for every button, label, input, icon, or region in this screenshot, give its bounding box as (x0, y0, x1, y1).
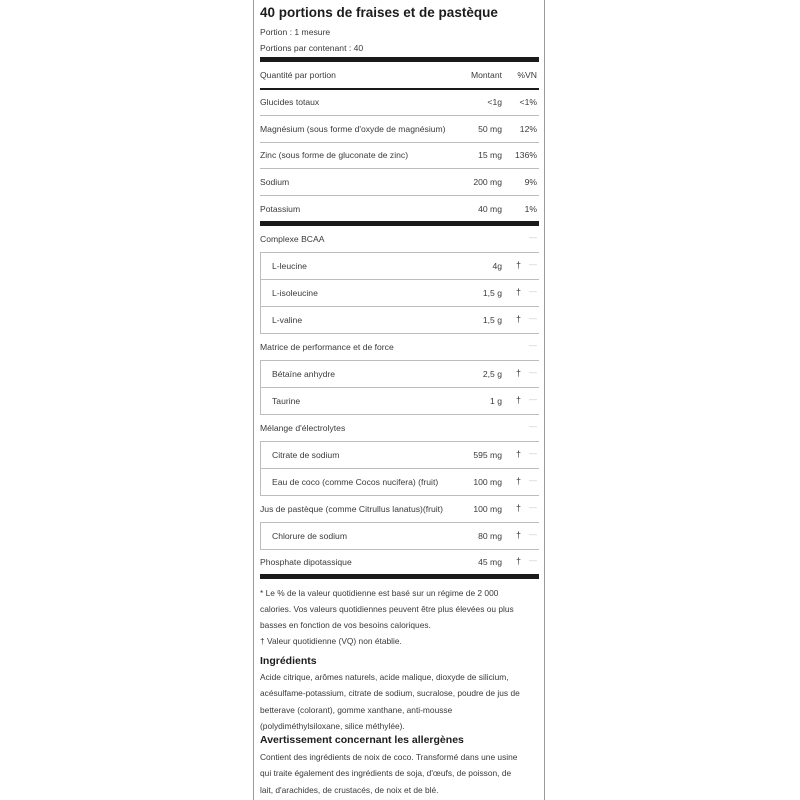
nutrient-amount: <1g (487, 97, 502, 107)
nutrient-dv: 1% (524, 204, 537, 214)
nutrient-name: Potassium (260, 204, 301, 214)
dash-mark: — (529, 503, 537, 512)
table-row (260, 280, 539, 307)
nutrient-amount: 15 mg (478, 150, 502, 160)
dagger-mark: † (515, 287, 521, 297)
ingredients-line: betterave (colorant), gomme xanthane, anti-mousse (260, 704, 453, 715)
nutrition-facts-panel (253, 0, 545, 800)
dash-mark: — (529, 395, 537, 404)
ingredient-name: L-valine (272, 315, 303, 325)
table-row (260, 253, 539, 280)
dash-mark: — (529, 287, 537, 296)
nutrient-name: Magnésium (sous forme d'oxyde de magnésium) (260, 124, 446, 134)
ingredient-name: Jus de pastèque (comme Citrullus lanatus)(fruit) (260, 504, 443, 514)
allergen-line: Contient des ingrédients de noix de coco. Transformé dans une usine (260, 752, 518, 762)
blend-name: Mélange d'électrolytes (260, 423, 346, 433)
ingredients-heading: Ingrédients (260, 655, 317, 667)
table-row (260, 142, 539, 169)
allergen-line: qui traite également des ingrédients de soja, d'œufs, de poisson, de (260, 768, 512, 779)
nutrient-name: Sodium (260, 177, 290, 187)
footnote-line: calories. Vos valeurs quotidiennes peuvent être plus élevées ou plus (260, 604, 514, 614)
ingredients-line: Acide citrique, arômes naturels, acide malique, dioxyde de silicium, (260, 672, 509, 682)
table-row (260, 549, 539, 576)
serving-size: Portion : 1 mesure (260, 27, 331, 37)
nutrient-name: Glucides totaux (260, 97, 320, 107)
allergen-text (260, 749, 539, 798)
ingredient-name: Citrate de sodium (272, 450, 340, 460)
ingredient-amount: 1,5 g (482, 315, 502, 325)
ingredient-amount: 4g (492, 261, 502, 271)
blend-row-electrolytes (260, 415, 539, 442)
ingredient-amount: 45 mg (478, 557, 502, 567)
table-header-row (260, 62, 539, 89)
table-row (260, 361, 539, 388)
ingredient-name: Eau de coco (comme Cocos nucifera) (fruit) (272, 477, 439, 487)
nutrient-dv: 9% (524, 177, 537, 187)
allergen-heading: Avertissement concernant les allergènes (260, 734, 464, 746)
allergen-line: lait, d'arachides, de crustacés, de noix et de blé. (260, 784, 439, 795)
blend-row-performance (260, 334, 539, 361)
table-row (260, 169, 539, 196)
ingredient-name: Phosphate dipotassique (260, 557, 352, 567)
dash-mark: — (529, 233, 537, 242)
blend-name: Complexe BCAA (260, 234, 325, 244)
dagger-mark: † (515, 556, 521, 566)
dagger-mark: † (515, 314, 521, 324)
dagger-footnote: † Valeur quotidienne (VQ) non établie. (260, 636, 402, 646)
table-row (260, 307, 539, 334)
ingredient-amount: 595 mg (473, 450, 502, 460)
table-row (260, 523, 539, 550)
dv-header: %VN (517, 70, 537, 80)
nutrient-amount: 50 mg (478, 124, 502, 134)
ingredients-line: acésulfame-potassium, citrate de sodium, sucralose, poudre de jus de (260, 688, 520, 699)
ingredient-amount: 1,5 g (482, 288, 502, 298)
dash-mark: — (529, 449, 537, 458)
ingredient-name: Taurine (272, 396, 301, 406)
nutrient-name: Zinc (sous forme de gluconate de zinc) (260, 150, 409, 160)
bottom-divider-bar (260, 574, 539, 579)
dagger-mark: † (515, 476, 521, 486)
nutrient-dv: <1% (519, 97, 537, 107)
nutrient-dv: 12% (519, 124, 537, 134)
dash-mark: — (529, 368, 537, 377)
ingredient-amount: 100 mg (473, 477, 502, 487)
table-row (260, 469, 539, 496)
dagger-mark: † (515, 395, 521, 405)
table-row (260, 388, 539, 415)
dagger-mark: † (515, 449, 521, 459)
nutrient-amount: 200 mg (473, 177, 502, 187)
nutrient-amount: 40 mg (478, 204, 502, 214)
table-row (260, 89, 539, 116)
servings-per-container: Portions par contenant : 40 (260, 43, 364, 53)
blend-row-bcaa (260, 226, 539, 253)
dagger-mark: † (515, 530, 521, 540)
table-row (260, 442, 539, 469)
nutrient-dv: 136% (515, 150, 537, 160)
ingredient-amount: 100 mg (473, 504, 502, 514)
ingredient-amount: 1 g (490, 396, 502, 406)
amount-header: Montant (470, 70, 502, 80)
ingredient-name: Bétaïne anhydre (272, 369, 336, 379)
dash-mark: — (529, 260, 537, 269)
ingredient-name: L-leucine (272, 261, 307, 271)
dash-mark: — (529, 314, 537, 323)
ingredients-line: (polydiméthylsiloxane, silice méthylée). (260, 720, 405, 731)
footnote-line: basses en fonction de vos besoins caloriques. (260, 620, 431, 630)
dash-mark: — (529, 476, 537, 485)
dagger-mark: † (515, 368, 521, 378)
ingredient-name: Chlorure de sodium (272, 531, 347, 541)
ingredient-name: L-isoleucine (272, 288, 318, 298)
dash-mark: — (529, 341, 537, 350)
dash-mark: — (529, 422, 537, 431)
label-title: 40 portions de fraises et de pastèque (260, 5, 498, 20)
blend-name: Matrice de performance et de force (260, 342, 394, 352)
table-row (260, 496, 539, 523)
ingredients-text (260, 669, 539, 734)
dagger-mark: † (515, 260, 521, 270)
daily-value-footnote (260, 585, 539, 649)
quantity-header: Quantité par portion (260, 70, 336, 80)
ingredient-amount: 80 mg (478, 531, 502, 541)
table-row (260, 196, 539, 223)
ingredient-amount: 2,5 g (482, 369, 502, 379)
footnote-line: * Le % de la valeur quotidienne est basé sur un régime de 2 000 (260, 588, 499, 598)
table-row (260, 116, 539, 143)
dash-mark: — (529, 530, 537, 539)
dagger-mark: † (515, 503, 521, 513)
dash-mark: — (529, 556, 537, 565)
